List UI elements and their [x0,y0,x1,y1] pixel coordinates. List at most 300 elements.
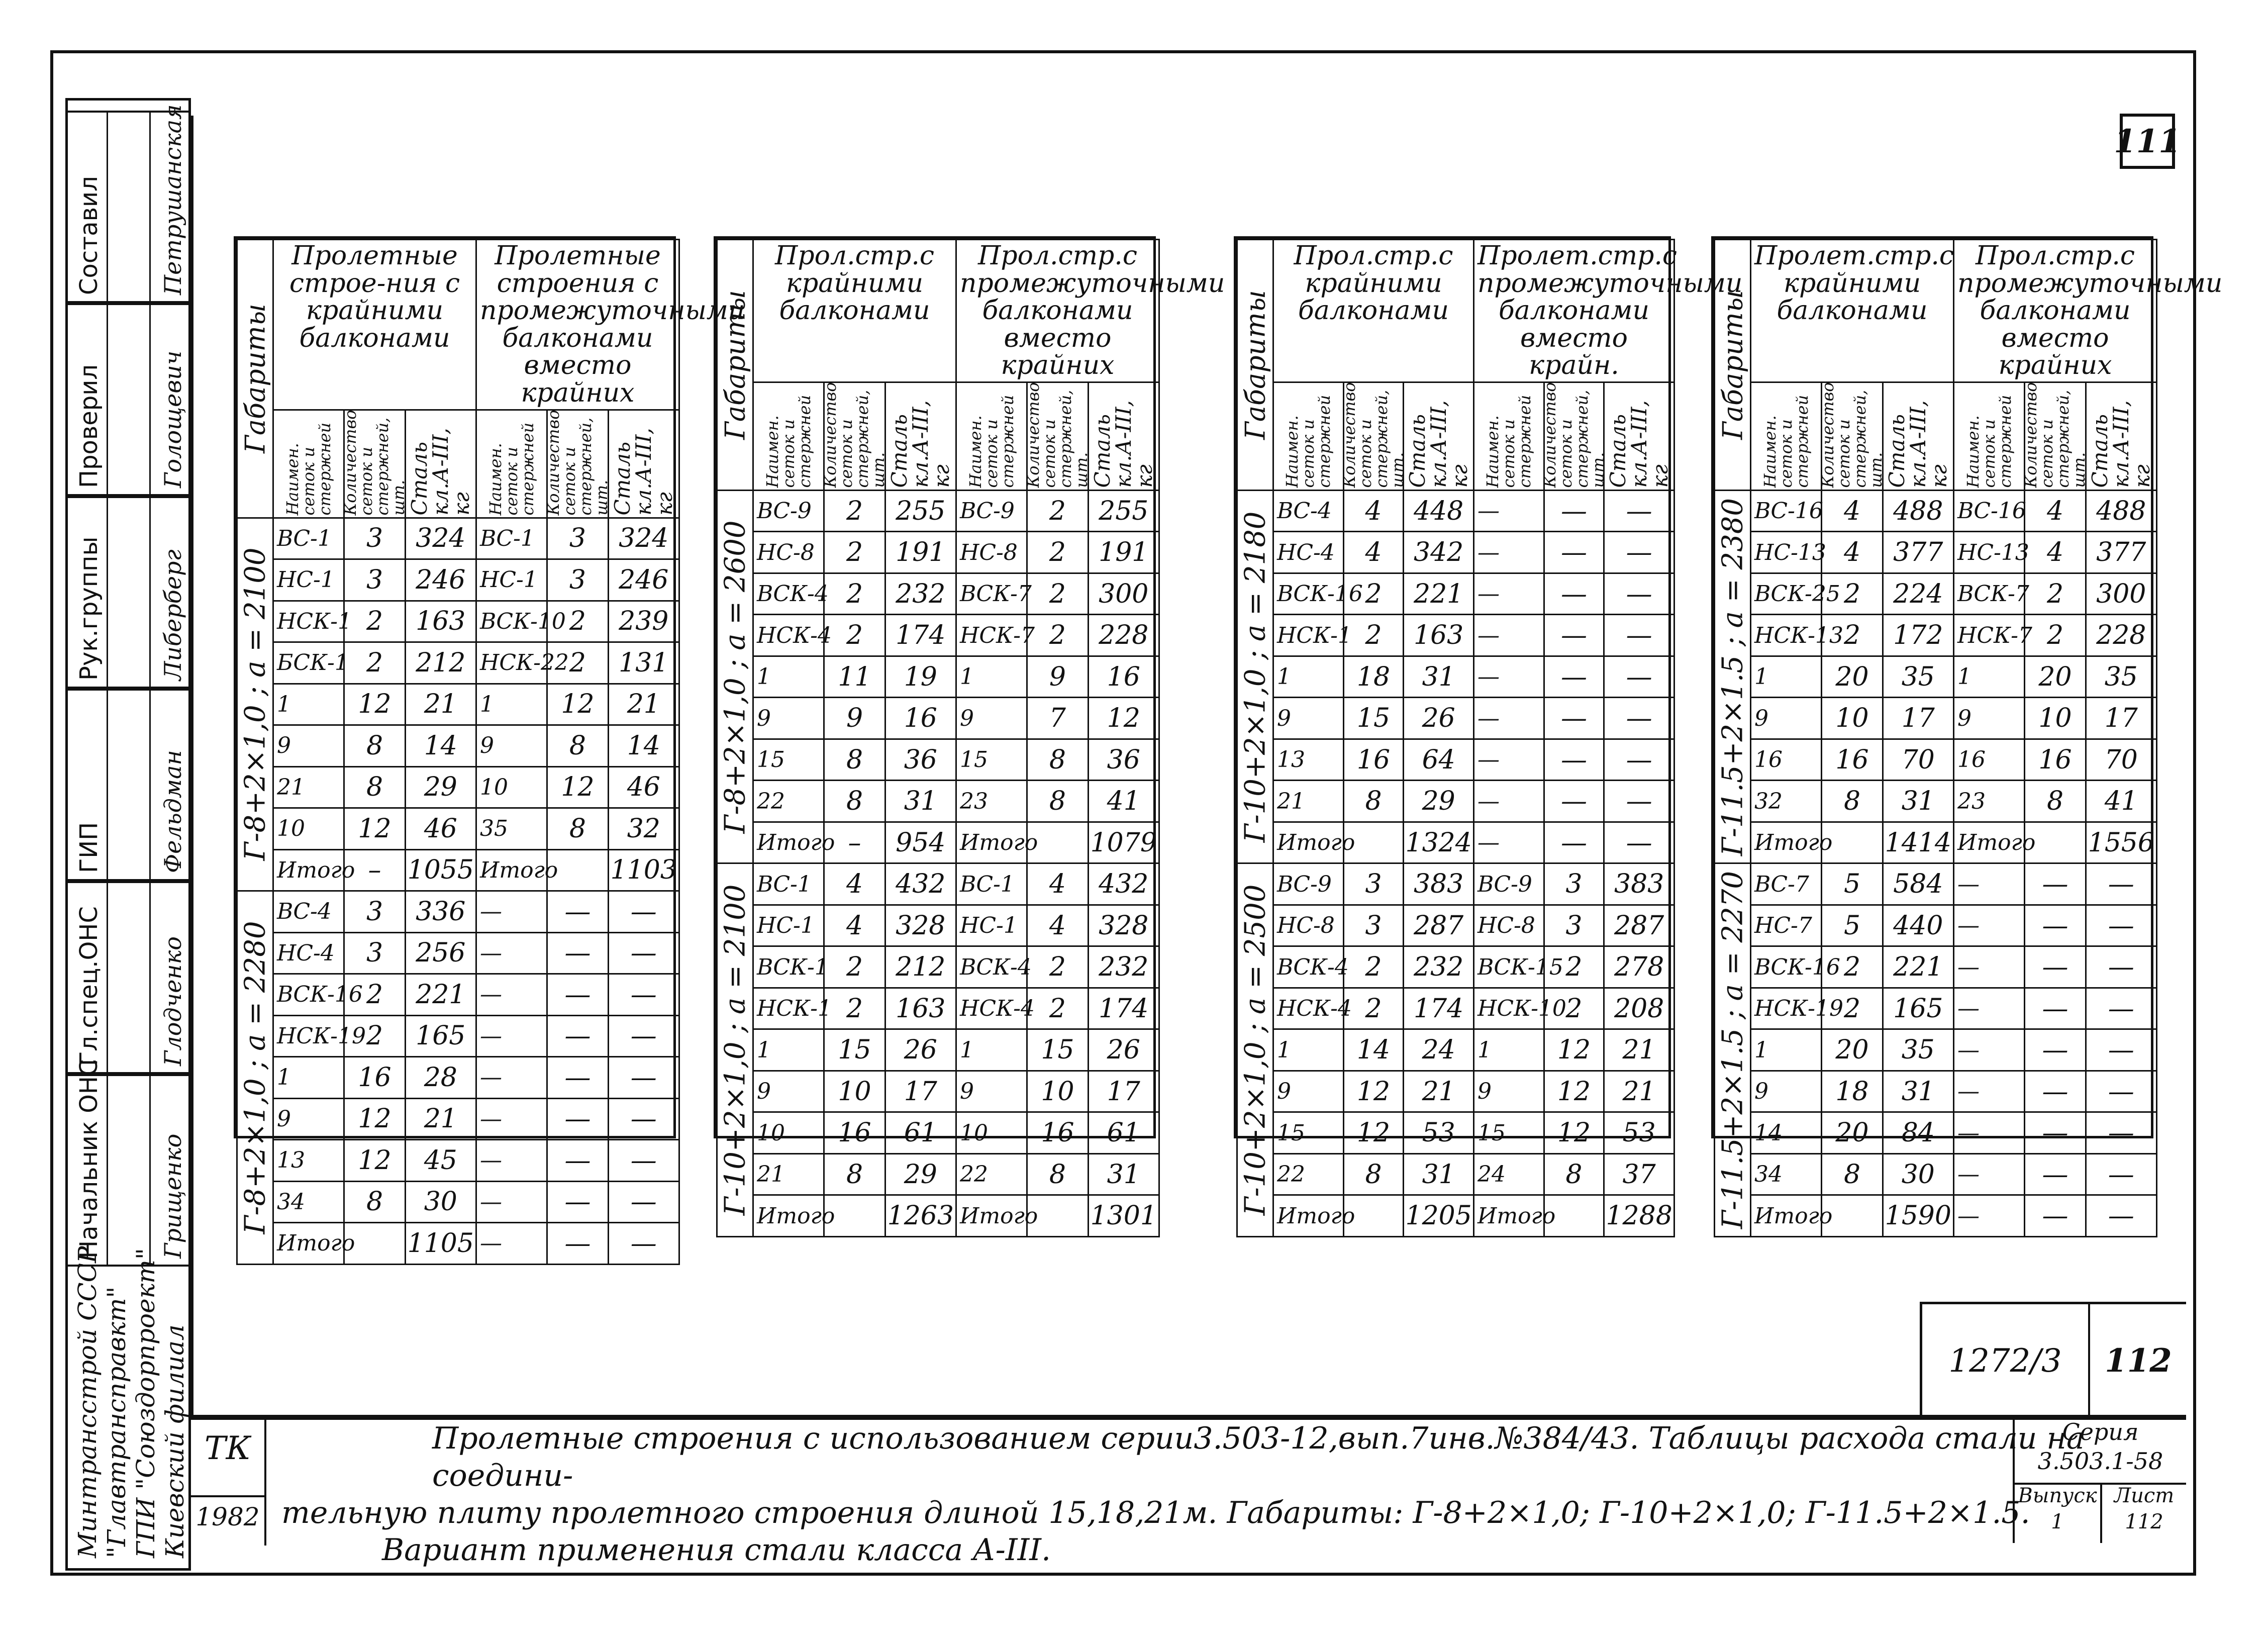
column-header [1954,382,2025,490]
table-cell: 35 [1883,656,1953,698]
column-header [1088,382,1159,490]
table-cell: 1414 [1883,822,1953,863]
table-cell: 41 [2086,781,2156,822]
stamp-name: Либерберг [159,549,186,681]
table-cell: Итого [956,1195,1027,1237]
table-cell: НСК-1 [1273,615,1344,656]
column-header [956,382,1027,490]
table-row [1715,739,2157,781]
table-cell: 2 [2025,573,2086,615]
table-cell: 12 [1544,1112,1604,1154]
table-cell: НСК-4 [956,988,1027,1029]
table-cell: 12 [344,808,405,850]
table-row [237,684,679,725]
table-cell: 12 [1343,1112,1404,1154]
table-cell: 12 [1544,1071,1604,1112]
table-cell: — [2086,1153,2156,1195]
table-cell: — [2086,1112,2156,1154]
table-row [1237,822,1674,863]
table-cell: 131 [608,642,679,684]
table-cell: 1 [476,684,547,725]
table-cell: Итого [476,849,547,891]
table-cell: — [608,1140,679,1182]
year: 1982 [191,1495,264,1531]
table-cell: 2 [824,946,885,988]
table-cell: 1 [956,1029,1027,1071]
table-cell: 163 [885,988,956,1029]
table-cell: 64 [1404,739,1474,781]
table-cell: 8 [1027,1153,1088,1195]
table-cell: 2 [824,490,885,532]
gabarity-header [1237,240,1273,491]
table-cell: — [476,1057,547,1099]
table-cell: 4 [1343,490,1404,532]
table-cell: 954 [885,822,956,863]
table-cell: ВС-1 [753,863,824,905]
doc-sheet: 112 [2105,1342,2172,1380]
table-cell: 2 [824,988,885,1029]
table-row [237,1098,679,1140]
column-header-text: Количество сеток и стержней, шт. [1818,382,1886,488]
table-row [1237,1195,1674,1237]
title-line-2: тельную плиту пролетного строения длиной 15,18,21м. Габариты: Г-8+2×1,0; Г-10+2×1,0; Г-11.5+2×1.5. [281,1495,2030,1530]
table-cell: НСК-1 [753,988,824,1029]
stamp-role: Рук.группы [75,536,103,681]
left-title-stamp [65,98,191,1571]
stamp-role: Начальник ОНС [75,1059,103,1259]
table-cell: НС-8 [1273,905,1344,946]
table-cell: 61 [885,1112,956,1154]
table-cell: – [344,849,405,891]
table-cell: 15 [753,739,824,781]
table-cell: 20 [1822,656,1883,698]
column-header [608,410,679,518]
table-cell: 256 [405,932,476,974]
stamp-name: Глодченко [159,936,186,1066]
table-cell: 29 [885,1153,956,1195]
table-cell: — [476,891,547,933]
table-cell: 1079 [1088,822,1159,863]
table-cell: НСК-22 [476,642,547,684]
table-cell: 12 [344,684,405,725]
table-cell: 16 [885,698,956,739]
table-cell: 278 [1604,946,1674,988]
table-cell: 3 [547,518,608,559]
table-cell: 2 [344,601,405,642]
table-cell: — [547,1057,608,1099]
column-header [1604,382,1674,490]
table-cell: 1 [1273,656,1344,698]
table-cell: НС-4 [273,932,344,974]
table-cell: 12 [344,1098,405,1140]
tk-code: ТК [204,1430,251,1467]
table-cell: Итого [273,1223,344,1265]
table-cell: 28 [405,1057,476,1099]
group-header-edge-balconies: Прол.стр.с крайними балконами [753,240,956,382]
gabarity-header [717,240,753,491]
table-cell: 31 [1404,1153,1474,1195]
table-cell: 46 [608,766,679,808]
column-header-text: Наимен. сеток и стержней [1483,395,1535,488]
table-row [1715,863,2157,905]
table-cell: 4 [1027,863,1088,905]
table-cell: 22 [1273,1153,1344,1195]
table-cell: 5 [1822,863,1883,905]
column-header-text: Сталь кл.А-III, кг [2087,400,2154,488]
table-cell: 324 [405,518,476,559]
table-cell: — [476,1015,547,1057]
table-cell: 16 [824,1112,885,1154]
table-cell: 584 [1883,863,1953,905]
table-cell: 8 [824,1153,885,1195]
table-cell: 31 [1404,656,1474,698]
table-cell: ВСК-1 [753,946,824,988]
table-cell: 2 [1343,615,1404,656]
table-cell: 15 [824,1029,885,1071]
table-cell: 212 [405,642,476,684]
table-cell: 163 [1404,615,1474,656]
table-cell: 3 [344,932,405,974]
table-row [1237,946,1674,988]
table-cell: 16 [1822,739,1883,781]
table-cell: 2 [1343,573,1404,615]
column-header-text: Количество сеток и стержней, шт. [544,410,612,516]
table-row [1237,1071,1674,1112]
table-cell: 53 [1604,1112,1674,1154]
table-cell: 1301 [1088,1195,1159,1237]
table-cell: НС-8 [956,532,1027,573]
table-cell: 30 [405,1181,476,1223]
table-cell: 300 [2086,573,2156,615]
table-cell: 16 [1088,656,1159,698]
table-cell: 4 [1822,490,1883,532]
table-cell: ВСК-16 [273,974,344,1016]
column-header-text: Наимен. сеток и стержней [486,422,538,516]
column-header-text: Количество сеток и стержней, шт. [821,382,889,488]
column-header [1540,382,1608,490]
table-cell: 14 [1751,1112,1822,1154]
table-cell: ВС-9 [1273,863,1344,905]
table-row [1715,1195,2157,1237]
table-cell: 8 [344,725,405,767]
table-cell: — [547,1140,608,1182]
table-cell: 12 [547,684,608,725]
table-cell: 2 [2025,615,2086,656]
column-header-text: Сталь кл.А-III, кг [1090,400,1157,488]
table-cell: 174 [1404,988,1474,1029]
table-cell: — [547,1015,608,1057]
table-cell: 5 [1822,905,1883,946]
table-cell: 2 [1822,573,1883,615]
table-cell: 1 [1273,1029,1344,1071]
table-cell: ВС-7 [1751,863,1822,905]
table-cell: — [1544,781,1604,822]
table-row [237,725,679,767]
table-cell: 191 [885,532,956,573]
table-row [1237,905,1674,946]
table-cell: 15 [1273,1112,1344,1154]
table-cell: 377 [2086,532,2156,573]
table-cell: — [2025,1153,2086,1195]
table-cell: — [1954,1112,2025,1154]
table-cell: — [1544,490,1604,532]
table-row [717,1195,1159,1237]
table-row [717,905,1159,946]
table-cell: 4 [1027,905,1088,946]
group-header-mid-balconies: Прол.стр.с промежуточными балконами вместо крайних [956,240,1159,382]
table-cell: 8 [824,781,885,822]
table-cell: Итого [273,849,344,891]
column-header-text: Сталь кл.А-III, кг [407,427,474,516]
table-cell: 16 [1343,739,1404,781]
table-cell: ВС-1 [273,518,344,559]
table-cell: НСК-19 [273,1015,344,1057]
table-cell: — [547,1098,608,1140]
table-cell: 16 [1954,739,2025,781]
table-cell: — [2025,863,2086,905]
table-cell: — [2086,863,2156,905]
column-header [544,410,612,518]
table-cell: Итого [1954,822,2025,863]
table-row [717,781,1159,822]
column-header-text: Сталь кл.А-III, кг [1405,400,1472,488]
table-cell: — [2025,1195,2086,1237]
table-row [1237,1112,1674,1154]
table-cell: 11 [824,656,885,698]
table-cell: 21 [1404,1071,1474,1112]
table-cell: — [1954,1029,2025,1071]
table-cell: — [608,1098,679,1140]
table-row [717,532,1159,573]
table-cell: 8 [1544,1153,1604,1195]
gabarit-label-cell [1237,490,1273,863]
table-cell: 9 [476,725,547,767]
table-cell: 16 [2025,739,2086,781]
table-cell: 4 [2025,490,2086,532]
table-cell: 10 [753,1112,824,1154]
table-cell: — [1604,698,1674,739]
table-cell: — [1473,781,1544,822]
table-cell: Итого [1273,1195,1344,1237]
table-cell: 53 [1404,1112,1474,1154]
table-row [237,849,679,891]
table-cell: 12 [1544,1029,1604,1071]
column-header [753,382,824,490]
table-row [1237,863,1674,905]
table-cell: — [1544,739,1604,781]
table-cell: ВС-4 [273,891,344,933]
table-cell: — [1604,822,1674,863]
table-cell: 1556 [2086,822,2156,863]
table-cell: 1205 [1404,1195,1474,1237]
gabarit-label: Г-11.5+2×1.5 ; а = 2270 [1716,871,1749,1229]
table-cell: 32 [608,808,679,850]
table-cell: 2 [1027,615,1088,656]
column-header [821,382,889,490]
table-cell: 328 [1088,905,1159,946]
table-row [237,1015,679,1057]
table-cell: 9 [273,1098,344,1140]
table-cell: 9 [273,725,344,767]
table-cell: 37 [1604,1153,1674,1195]
table-cell: 8 [344,1181,405,1223]
table-cell: 31 [1883,1071,1953,1112]
table-cell: 1 [1751,1029,1822,1071]
table-cell: 2 [344,1015,405,1057]
table-cell: НСК-10 [1473,988,1544,1029]
stamp-role-cell [68,1059,188,1267]
column-header [885,382,956,490]
table-cell: 8 [547,808,608,850]
table-cell: — [608,974,679,1016]
stamp-role: Составил [75,176,103,296]
table-cell: 342 [1404,532,1474,573]
table-cell: 61 [1088,1112,1159,1154]
table-cell: — [547,974,608,1016]
table-cell: 26 [885,1029,956,1071]
table-cell: 1288 [1604,1195,1674,1237]
table-row [1237,739,1674,781]
column-header [273,410,344,518]
column-header-text: Сталь кл.А-III, кг [610,427,677,516]
table-cell: 4 [2025,532,2086,573]
table-row [717,615,1159,656]
gabarit-label-cell [717,863,753,1237]
table-cell: — [2025,905,2086,946]
series-value: 3.503.1-58 [2037,1448,2163,1475]
table-cell: Итого [753,822,824,863]
table-cell: 36 [885,739,956,781]
table-cell: 432 [885,863,956,905]
table-cell: 9 [753,698,824,739]
gabarit-label: Г-10+2×1,0 ; а = 2500 [1239,884,1271,1216]
table-cell: — [476,1140,547,1182]
table-cell: 9 [1751,698,1822,739]
table-cell: 14 [405,725,476,767]
title-line-3: Вариант применения стали класса А-III. [382,1532,1051,1568]
table-cell: НС-1 [753,905,824,946]
table-cell: — [1604,656,1674,698]
gabarity-header [237,240,273,518]
table-cell: — [1954,1153,2025,1195]
column-header [1273,382,1344,490]
table-cell: 9 [753,1071,824,1112]
table-cell: 35 [476,808,547,850]
table-cell: – [824,822,885,863]
table-cell: 377 [1883,532,1953,573]
column-header-text: Количество сеток и стержней, шт. [2021,382,2089,488]
column-header [476,410,547,518]
table-cell: — [547,932,608,974]
table-cell: 14 [608,725,679,767]
table-row [1237,490,1674,532]
table-cell: 16 [1751,739,1822,781]
table-cell: 8 [824,739,885,781]
table-cell: 172 [1883,615,1953,656]
table-row [237,1057,679,1099]
table-cell: 2 [547,642,608,684]
table-cell: 2 [824,573,885,615]
table-row [1715,656,2157,698]
table-cell: — [2086,988,2156,1029]
column-header [1751,382,1822,490]
table-cell: — [2025,1071,2086,1112]
table-cell: 31 [1883,781,1953,822]
table-cell: — [1604,739,1674,781]
table-row [1715,946,2157,988]
table-cell: 1324 [1404,822,1474,863]
table-row [1715,905,2157,946]
table-cell: — [1954,905,2025,946]
gabarity-header-text: Габариты [719,290,751,440]
table-cell: 12 [547,766,608,808]
table-cell: — [1544,698,1604,739]
table-cell: 20 [1822,1112,1883,1154]
gabarit-label: Г-10+2×1,0 ; а = 2180 [1239,511,1271,843]
table-cell: 21 [753,1153,824,1195]
table-row [1237,573,1674,615]
gabarit-label-cell [237,518,273,891]
table-cell: 15 [956,739,1027,781]
table-row [717,988,1159,1029]
table-cell: 21 [1604,1029,1674,1071]
table-cell: ВС-16 [1954,490,2025,532]
group-header-edge-balconies: Пролетные строе-ния с крайними балконами [273,240,476,410]
table-cell: — [1604,781,1674,822]
table-row [237,559,679,601]
table-cell: 10 [824,1071,885,1112]
table-cell: 191 [1088,532,1159,573]
stamp-role-cell [68,303,188,496]
table-cell: 19 [885,656,956,698]
table-cell: 212 [885,946,956,988]
table-cell: 15 [1473,1112,1544,1154]
table-cell: 30 [1883,1153,1953,1195]
table-cell: 336 [405,891,476,933]
stamp-role-cell [68,881,188,1074]
table-cell: 432 [1088,863,1159,905]
table-cell: 287 [1404,905,1474,946]
table-cell: 3 [1343,905,1404,946]
table-cell: 448 [1404,490,1474,532]
table-cell: ВС-9 [1473,863,1544,905]
table-cell: 31 [885,781,956,822]
table-cell: НС-13 [1954,532,2025,573]
table-cell: 22 [753,781,824,822]
table-cell: НС-13 [1751,532,1822,573]
table-cell: 3 [1544,905,1604,946]
table-cell: 29 [405,766,476,808]
table-cell: 232 [1088,946,1159,988]
table-cell: 221 [405,974,476,1016]
table-cell: 8 [1822,781,1883,822]
table-cell: 17 [885,1071,956,1112]
table-cell: ВСК-10 [476,601,547,642]
column-header [2021,382,2089,490]
table-cell: 9 [1027,656,1088,698]
table-cell: — [2086,1071,2156,1112]
table-cell: 10 [1027,1071,1088,1112]
column-header-text: Количество сеток и стержней, шт. [1024,382,1092,488]
table-cell: 1 [1751,656,1822,698]
table-cell: 70 [1883,739,1953,781]
table-cell: 17 [2086,698,2156,739]
table-cell: 3 [344,559,405,601]
vypusk-label: Выпуск [2018,1484,2097,1507]
table-cell: — [1604,490,1674,532]
table-cell: НСК-7 [1954,615,2025,656]
table-cell: 228 [2086,615,2156,656]
